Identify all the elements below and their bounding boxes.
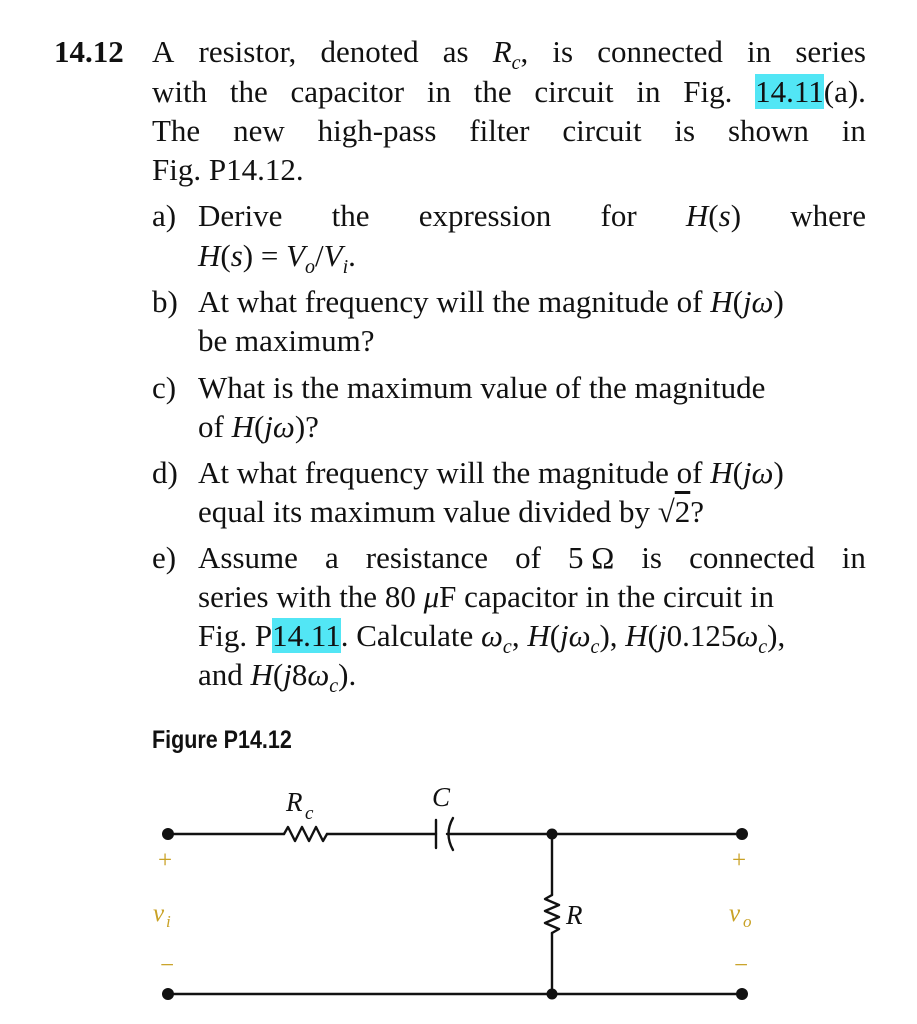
terminal-out-bottom [736,988,748,1000]
node-bottom [547,989,558,1000]
label-r: R [566,900,583,930]
fig-ref-link-2[interactable]: 14.11 [272,618,341,653]
part-e-line-4: and $H(j8\omega_c)$. [198,657,357,698]
part-c-label: c) [152,370,177,405]
terminal-out-top [736,828,748,840]
part-b-label: b) [152,284,178,319]
intro-line-2: with the capacitor in the circuit in Fig. 14.11(a). [152,74,866,109]
vo-minus: − [734,952,749,979]
part-e-line-2: series with the 80 μF capacitor in the circuit in [198,579,774,614]
part-a-line-1: Derive the expression for H(s) where [198,198,866,233]
vi-label-sub: i [166,912,171,931]
node-top [547,829,558,840]
vi-plus: + [158,847,173,874]
vo-plus: + [732,847,747,874]
fig-ref-link[interactable]: 14.11 [755,74,824,109]
vi-minus: − [160,952,175,979]
part-c-line-2: of H(jω)? [198,409,319,444]
vo-label-sub: o [743,912,752,931]
resistor-rc [284,827,327,841]
terminal-in-top [162,828,174,840]
resistor-r [545,895,559,933]
intro-line-3: The new high-pass filter circuit is shown in [152,113,866,148]
part-d-line-2: equal its maximum value divided by √2? [198,494,705,529]
part-d-label: d) [152,455,178,490]
part-c-line-1: What is the maximum value of the magnitude [198,370,766,405]
part-e-line-3: Fig. P14.11. Calculate $\omega_c$, $H(j\omega_c)$, $H(j0.125\omega_c)$, [198,618,786,659]
terminal-in-bottom [162,988,174,1000]
vi-label: v [153,900,165,927]
part-e-line-1: Assume a resistance of 5 Ω is connected in [198,540,866,575]
part-d-line-1: At what frequency will the magnitude of H(jω) [198,455,784,490]
label-rc-sub: c [305,803,314,824]
figure-label: Figure P14.12 [152,726,292,754]
intro-line-1: A resistor, denoted as $R_c$, is connected in series [152,34,866,75]
vo-label: v [729,900,741,927]
intro-line-4: Fig. P14.12. [152,152,304,187]
label-rc: R [286,787,303,817]
problem-number: 14.12 [54,34,124,69]
part-e-label: e) [152,540,177,575]
part-b-line-2: be maximum? [198,323,375,358]
label-c: C [432,782,451,812]
part-a-label: a) [152,198,177,233]
part-b-line-1: At what frequency will the magnitude of H(jω) [198,284,784,319]
part-a-line-2: $H(s) = V_o/V_i$. [198,238,356,279]
